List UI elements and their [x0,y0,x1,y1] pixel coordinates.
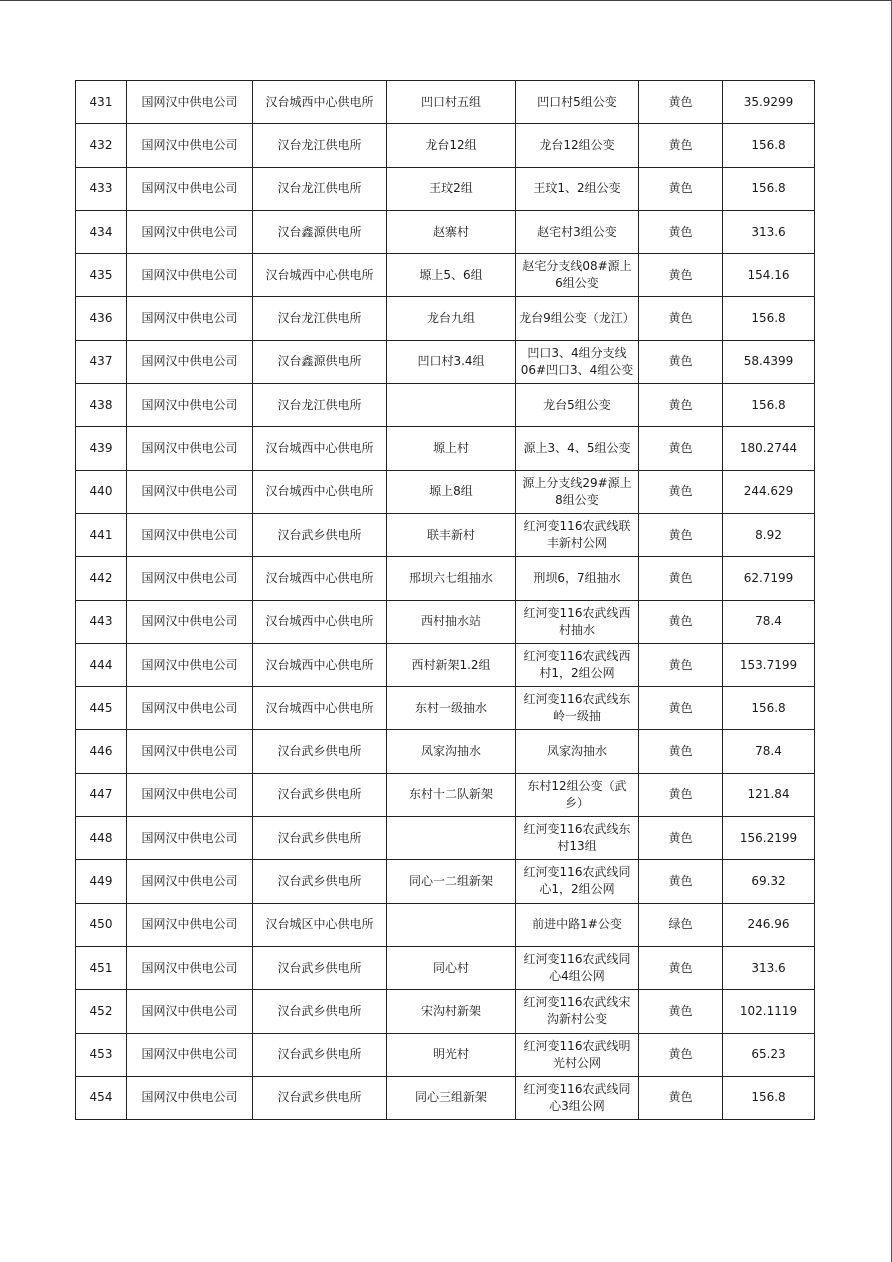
value-cell: 313.6 [723,946,815,989]
supply-station-cell: 汉台武乡供电所 [253,773,387,816]
table-row [76,513,815,556]
level-cell: 黄色 [639,817,723,860]
row-number-cell: 444 [76,643,127,686]
level-cell: 黄色 [639,470,723,513]
level-cell: 黄色 [639,600,723,643]
value-cell: 58.4399 [723,340,815,383]
area-cell: 龙台九组 [387,297,516,340]
company-cell: 国网汉中供电公司 [127,124,253,167]
transformer-cell: 红河变116农武线同心4组公网 [516,946,639,989]
supply-station-cell: 汉台城西中心供电所 [253,557,387,600]
area-cell: 塬上5、6组 [387,254,516,297]
area-cell: 西村抽水站 [387,600,516,643]
level-cell: 黄色 [639,513,723,556]
value-cell: 244.629 [723,470,815,513]
area-cell: 龙台12组 [387,124,516,167]
level-cell: 黄色 [639,990,723,1033]
row-number-cell: 452 [76,990,127,1033]
value-cell: 156.8 [723,124,815,167]
supply-station-cell: 汉台武乡供电所 [253,1033,387,1076]
company-cell: 国网汉中供电公司 [127,946,253,989]
value-cell: 156.8 [723,384,815,427]
row-number-cell: 443 [76,600,127,643]
transformer-cell: 龙台12组公变 [516,124,639,167]
area-cell: 明光村 [387,1033,516,1076]
area-cell [387,384,516,427]
area-cell [387,817,516,860]
area-cell: 王玟2组 [387,167,516,210]
value-cell: 313.6 [723,210,815,253]
level-cell: 黄色 [639,1076,723,1119]
supply-station-cell: 汉台龙江供电所 [253,297,387,340]
transformer-cell: 红河变116农武线同心1，2组公网 [516,860,639,903]
value-cell: 154.16 [723,254,815,297]
company-cell: 国网汉中供电公司 [127,1076,253,1119]
transformer-cell: 凹口3、4组分支线06#凹口3、4组公变 [516,340,639,383]
value-cell: 65.23 [723,1033,815,1076]
value-cell: 102.1119 [723,990,815,1033]
company-cell: 国网汉中供电公司 [127,990,253,1033]
area-cell: 同心村 [387,946,516,989]
value-cell: 156.8 [723,1076,815,1119]
supply-station-cell: 汉台武乡供电所 [253,730,387,773]
company-cell: 国网汉中供电公司 [127,687,253,730]
value-cell: 153.7199 [723,643,815,686]
company-cell: 国网汉中供电公司 [127,860,253,903]
table-row [76,1076,815,1119]
area-cell [387,903,516,946]
row-number-cell: 433 [76,167,127,210]
supply-station-cell: 汉台武乡供电所 [253,946,387,989]
value-cell: 156.8 [723,687,815,730]
row-number-cell: 440 [76,470,127,513]
table-row [76,470,815,513]
transformer-cell: 赵宅村3组公变 [516,210,639,253]
table-row [76,124,815,167]
transformer-cell: 源上3、4、5组公变 [516,427,639,470]
company-cell: 国网汉中供电公司 [127,817,253,860]
area-cell: 邢坝六七组抽水 [387,557,516,600]
company-cell: 国网汉中供电公司 [127,210,253,253]
value-cell: 180.2744 [723,427,815,470]
level-cell: 黄色 [639,81,723,124]
supply-station-cell: 汉台武乡供电所 [253,1076,387,1119]
transformer-cell: 王玟1、2组公变 [516,167,639,210]
company-cell: 国网汉中供电公司 [127,643,253,686]
value-cell: 8.92 [723,513,815,556]
company-cell: 国网汉中供电公司 [127,427,253,470]
transformer-cell: 龙台5组公变 [516,384,639,427]
transformer-cell: 龙台9组公变（龙江） [516,297,639,340]
area-cell: 塬上8组 [387,470,516,513]
area-cell: 凤家沟抽水 [387,730,516,773]
transformer-cell: 凤家沟抽水 [516,730,639,773]
area-cell: 西村新架1.2组 [387,643,516,686]
value-cell: 69.32 [723,860,815,903]
table-row [76,687,815,730]
table-row [76,81,815,124]
table-row [76,557,815,600]
level-cell: 黄色 [639,1033,723,1076]
table-row [76,297,815,340]
transformer-cell: 红河变116农武线联丰新村公网 [516,513,639,556]
supply-station-cell: 汉台武乡供电所 [253,860,387,903]
level-cell: 黄色 [639,687,723,730]
supply-station-cell: 汉台城西中心供电所 [253,470,387,513]
value-cell: 246.96 [723,903,815,946]
transformer-cell: 源上分支线29#源上8组公变 [516,470,639,513]
company-cell: 国网汉中供电公司 [127,340,253,383]
table-row [76,643,815,686]
company-cell: 国网汉中供电公司 [127,513,253,556]
transformer-cell: 红河变116农武线西村抽水 [516,600,639,643]
level-cell: 黄色 [639,254,723,297]
level-cell: 黄色 [639,124,723,167]
table-body [76,81,815,1120]
table-row [76,210,815,253]
area-cell: 同心一二组新架 [387,860,516,903]
row-number-cell: 442 [76,557,127,600]
level-cell: 黄色 [639,340,723,383]
company-cell: 国网汉中供电公司 [127,773,253,816]
row-number-cell: 445 [76,687,127,730]
row-number-cell: 447 [76,773,127,816]
transformer-cell: 红河变116农武线明光村公网 [516,1033,639,1076]
area-cell: 宋沟村新架 [387,990,516,1033]
supply-station-cell: 汉台武乡供电所 [253,817,387,860]
row-number-cell: 454 [76,1076,127,1119]
row-number-cell: 434 [76,210,127,253]
supply-station-cell: 汉台城西中心供电所 [253,600,387,643]
table-row [76,817,815,860]
row-number-cell: 451 [76,946,127,989]
transformer-cell: 凹口村5组公变 [516,81,639,124]
supply-station-cell: 汉台武乡供电所 [253,990,387,1033]
company-cell: 国网汉中供电公司 [127,297,253,340]
supply-station-cell: 汉台龙江供电所 [253,124,387,167]
company-cell: 国网汉中供电公司 [127,1033,253,1076]
table-row [76,773,815,816]
row-number-cell: 431 [76,81,127,124]
level-cell: 黄色 [639,167,723,210]
supply-station-cell: 汉台龙江供电所 [253,384,387,427]
supply-station-cell: 汉台龙江供电所 [253,167,387,210]
value-cell: 78.4 [723,600,815,643]
row-number-cell: 436 [76,297,127,340]
supply-station-cell: 汉台武乡供电所 [253,513,387,556]
row-number-cell: 448 [76,817,127,860]
value-cell: 156.8 [723,297,815,340]
level-cell: 黄色 [639,730,723,773]
table-row [76,254,815,297]
area-cell: 联丰新村 [387,513,516,556]
company-cell: 国网汉中供电公司 [127,600,253,643]
company-cell: 国网汉中供电公司 [127,730,253,773]
area-cell: 塬上村 [387,427,516,470]
transformer-cell: 红河变116农武线东村13组 [516,817,639,860]
row-number-cell: 446 [76,730,127,773]
area-cell: 凹口村3.4组 [387,340,516,383]
table-row [76,860,815,903]
company-cell: 国网汉中供电公司 [127,470,253,513]
area-cell: 同心三组新架 [387,1076,516,1119]
level-cell: 黄色 [639,384,723,427]
value-cell: 62.7199 [723,557,815,600]
row-number-cell: 441 [76,513,127,556]
table-row [76,946,815,989]
company-cell: 国网汉中供电公司 [127,557,253,600]
value-cell: 156.8 [723,167,815,210]
area-cell: 凹口村五组 [387,81,516,124]
row-number-cell: 435 [76,254,127,297]
supply-station-cell: 汉台城西中心供电所 [253,254,387,297]
level-cell: 黄色 [639,773,723,816]
table-row [76,1033,815,1076]
table-row [76,730,815,773]
supply-station-cell: 汉台鑫源供电所 [253,210,387,253]
company-cell: 国网汉中供电公司 [127,81,253,124]
table-row [76,384,815,427]
level-cell: 黄色 [639,946,723,989]
level-cell: 黄色 [639,297,723,340]
company-cell: 国网汉中供电公司 [127,384,253,427]
table-row [76,903,815,946]
area-cell: 东村一级抽水 [387,687,516,730]
level-cell: 黄色 [639,860,723,903]
table-row [76,600,815,643]
area-cell: 东村十二队新架 [387,773,516,816]
company-cell: 国网汉中供电公司 [127,254,253,297]
table-row [76,990,815,1033]
supply-station-cell: 汉台城西中心供电所 [253,81,387,124]
value-cell: 121.84 [723,773,815,816]
table-row [76,427,815,470]
table-row [76,340,815,383]
row-number-cell: 438 [76,384,127,427]
supply-station-cell: 汉台城区中心供电所 [253,903,387,946]
transformer-cell: 红河变116农武线宋沟新村公变 [516,990,639,1033]
value-cell: 78.4 [723,730,815,773]
row-number-cell: 450 [76,903,127,946]
transformer-cell: 红河变116农武线东岭一级抽 [516,687,639,730]
row-number-cell: 432 [76,124,127,167]
supply-station-cell: 汉台城西中心供电所 [253,427,387,470]
level-cell: 黄色 [639,643,723,686]
company-cell: 国网汉中供电公司 [127,167,253,210]
transformer-cell: 前进中路1#公变 [516,903,639,946]
row-number-cell: 439 [76,427,127,470]
page-top-border [0,0,892,1]
transformer-cell: 刑坝6，7组抽水 [516,557,639,600]
value-cell: 156.2199 [723,817,815,860]
table-row [76,167,815,210]
level-cell: 黄色 [639,427,723,470]
transformer-cell: 赵宅分支线08#源上6组公变 [516,254,639,297]
transformer-cell: 红河变116农武线西村1，2组公网 [516,643,639,686]
supply-station-cell: 汉台鑫源供电所 [253,340,387,383]
company-cell: 国网汉中供电公司 [127,903,253,946]
supply-station-cell: 汉台城西中心供电所 [253,687,387,730]
level-cell: 黄色 [639,557,723,600]
power-station-table [75,80,815,1120]
value-cell: 35.9299 [723,81,815,124]
transformer-cell: 红河变116农武线同心3组公网 [516,1076,639,1119]
level-cell: 黄色 [639,210,723,253]
area-cell: 赵寨村 [387,210,516,253]
row-number-cell: 449 [76,860,127,903]
transformer-cell: 东村12组公变（武乡） [516,773,639,816]
supply-station-cell: 汉台城西中心供电所 [253,643,387,686]
row-number-cell: 453 [76,1033,127,1076]
row-number-cell: 437 [76,340,127,383]
level-cell: 绿色 [639,903,723,946]
